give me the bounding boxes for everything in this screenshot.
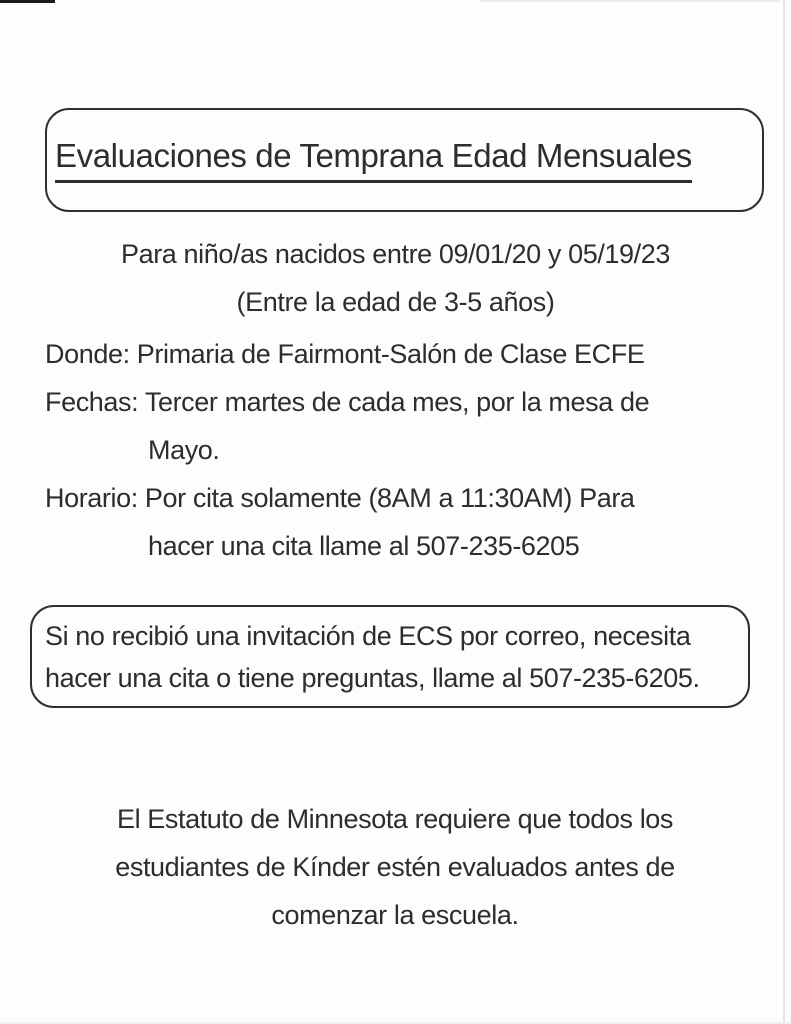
notice-box xyxy=(30,605,750,708)
intro-block xyxy=(10,230,781,326)
detail-location: Donde: Primaria de Fairmont-Salón de Clase ECFE xyxy=(45,339,645,369)
intro-eligibility-dates: Para niño/as nacidos entre 09/01/20 y 05/19/23 xyxy=(120,239,670,269)
details-block xyxy=(45,330,785,570)
detail-dates-line1: Fechas: Tercer martes de cada mes, por la mesa de xyxy=(45,387,650,417)
detail-hours-line1: Horario: Por cita solamente (8AM a 11:30AM) Para xyxy=(45,483,635,513)
detail-dates-line2: Mayo. xyxy=(148,435,220,465)
notice-line2: hacer una cita o tiene preguntas, llame al 507-235-6205. xyxy=(45,662,700,693)
statute-line2: estudiantes de Kínder estén evaluados antes de xyxy=(115,852,675,882)
statute-line1: El Estatuto de Minnesota requiere que todos los xyxy=(116,804,674,834)
statute-line3: comenzar la escuela. xyxy=(271,900,519,930)
title-box xyxy=(45,108,764,212)
page-title: Evaluaciones de Temprana Edad Mensuales xyxy=(55,137,692,183)
notice-line1: Si no recibió una invitación de ECS por correo, necesita xyxy=(45,620,691,651)
statute-paragraph xyxy=(75,795,715,939)
detail-hours-line2: hacer una cita llame al 507-235-6205 xyxy=(148,531,580,561)
scan-artifact-top-left xyxy=(0,0,55,3)
intro-age-range: (Entre la edad de 3-5 años) xyxy=(236,287,555,317)
scan-artifact-top-edge xyxy=(480,0,780,2)
